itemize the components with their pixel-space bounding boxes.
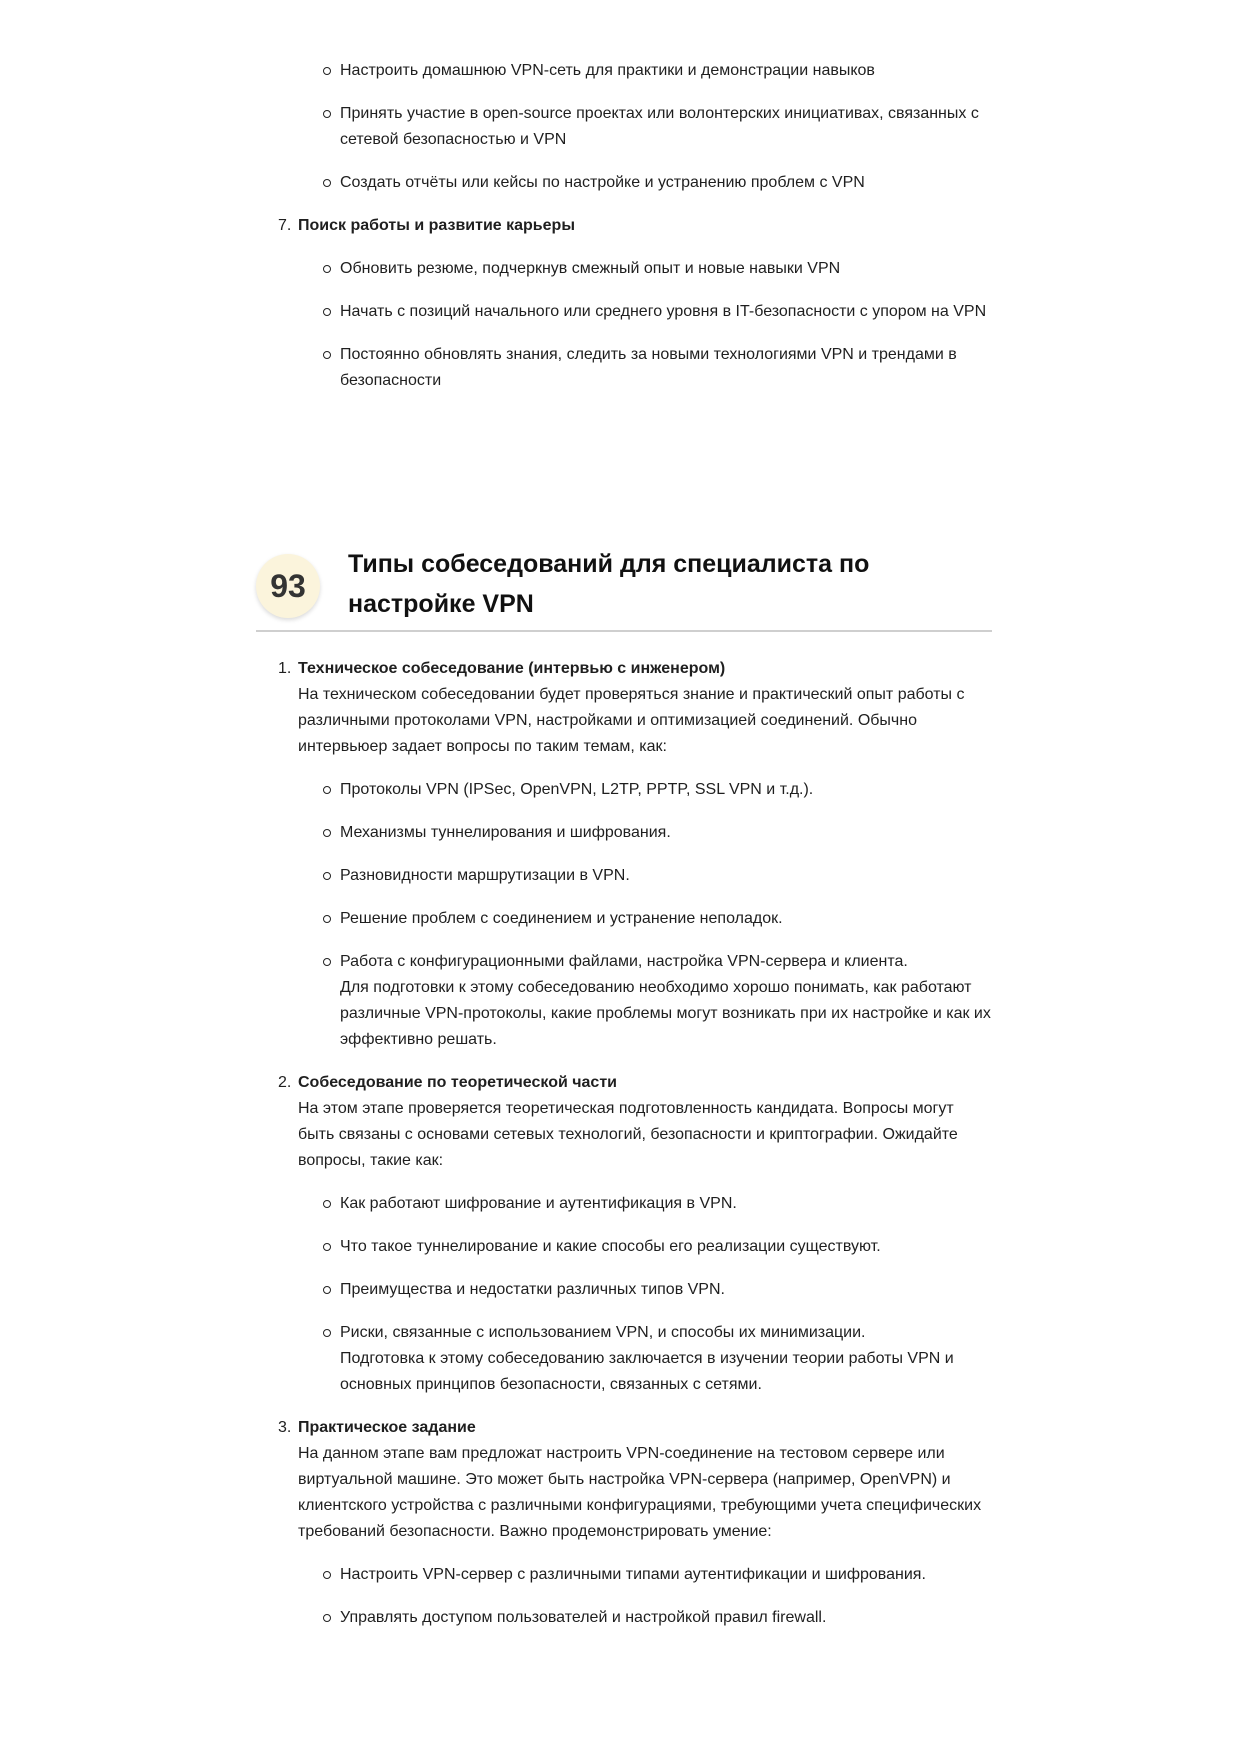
list-item-3 [256,1415,992,1545]
list-item: Управлять доступом пользователей и настройкой правил firewall. [256,1605,992,1631]
list-item: Настроить VPN-сервер с различными типами аутентификации и шифрования. [256,1562,992,1588]
bullet-list [256,1562,992,1631]
bullet-note: Подготовка к этому собеседованию заключается в изучении теории работы VPN и основных принципов безопасности, связанных с сетями. [340,1350,954,1393]
item-number: 2. [278,1074,292,1091]
list-item-7 [256,213,992,239]
item-title: Техническое собеседование (интервью с инженером) [298,660,726,677]
bullet-list [256,777,992,1053]
list-item: Принять участие в open-source проектах или волонтерских инициативах, связанных с сетевой безопасностью и VPN [256,101,992,153]
list-item: Что такое туннелирование и какие способы его реализации существуют. [256,1234,992,1260]
section-header [256,534,992,632]
item-number: 3. [278,1419,292,1436]
list-item: Решение проблем с соединением и устранение неполадок. [256,906,992,932]
list-item [256,1320,992,1398]
bullet-note: Для подготовки к этому собеседованию необходимо хорошо понимать, как работают различные VPN-протоколы, какие проблемы могут возникать при их настройке и как их эффективно решать. [340,979,991,1048]
list-item: Настроить домашнюю VPN-сеть для практики и демонстрации навыков [256,58,992,84]
item-text: На техническом собеседовании будет проверяться знание и практический опыт работы с различными протоколами VPN, настройками и оптимизацией соединений. Обычно интервьюер задает вопросы по таким темам, как: [298,686,965,755]
bullet-text: Риски, связанные с использованием VPN, и способы их минимизации. [340,1324,866,1341]
item-title: Собеседование по теоретической части [298,1074,617,1091]
item-text: На данном этапе вам предложат настроить VPN-соединение на тестовом сервере или виртуальной машине. Это может быть настройка VPN-сервера (например, OpenVPN) и клиентского устройства с различными конфигурациями, требующими учета специфических требований безопасности. Важно продемонстрировать умение: [298,1445,982,1540]
list-item: Протоколы VPN (IPSec, OpenVPN, L2TP, PPTP, SSL VPN и т.д.). [256,777,992,803]
list-item: Как работают шифрование и аутентификация в VPN. [256,1191,992,1217]
bullet-text: Работа с конфигурационными файлами, настройка VPN-сервера и клиента. [340,953,908,970]
section-title: Типы собеседований для специалиста по настройке VPN [348,550,870,618]
bullet-list [256,256,992,394]
list-item-2 [256,1070,992,1174]
section-body [256,656,992,1631]
list-item: Создать отчёты или кейсы по настройке и устранению проблем с VPN [256,170,992,196]
item-number: 7. [278,217,292,234]
list-item: Начать с позиций начального или среднего уровня в IT-безопасности с упором на VPN [256,299,992,325]
list-item: Преимущества и недостатки различных типов VPN. [256,1277,992,1303]
list-item: Постоянно обновлять знания, следить за новыми технологиями VPN и трендами в безопасности [256,342,992,394]
section-number-badge: 93 [256,554,320,618]
item-text: На этом этапе проверяется теоретическая подготовленность кандидата. Вопросы могут быть связаны с основами сетевых технологий, безопасности и криптографии. Ожидайте вопросы, такие как: [298,1100,958,1169]
list-item: Обновить резюме, подчеркнув смежный опыт и новые навыки VPN [256,256,992,282]
list-item [256,949,992,1053]
bullet-list [256,58,992,196]
item-title: Практическое задание [298,1419,476,1436]
item-number: 1. [278,660,292,677]
item-title: Поиск работы и развитие карьеры [298,217,575,234]
list-item: Разновидности маршрутизации в VPN. [256,863,992,889]
list-item-1 [256,656,992,760]
list-item: Механизмы туннелирования и шифрования. [256,820,992,846]
bullet-list [256,1191,992,1398]
top-list [256,58,992,394]
